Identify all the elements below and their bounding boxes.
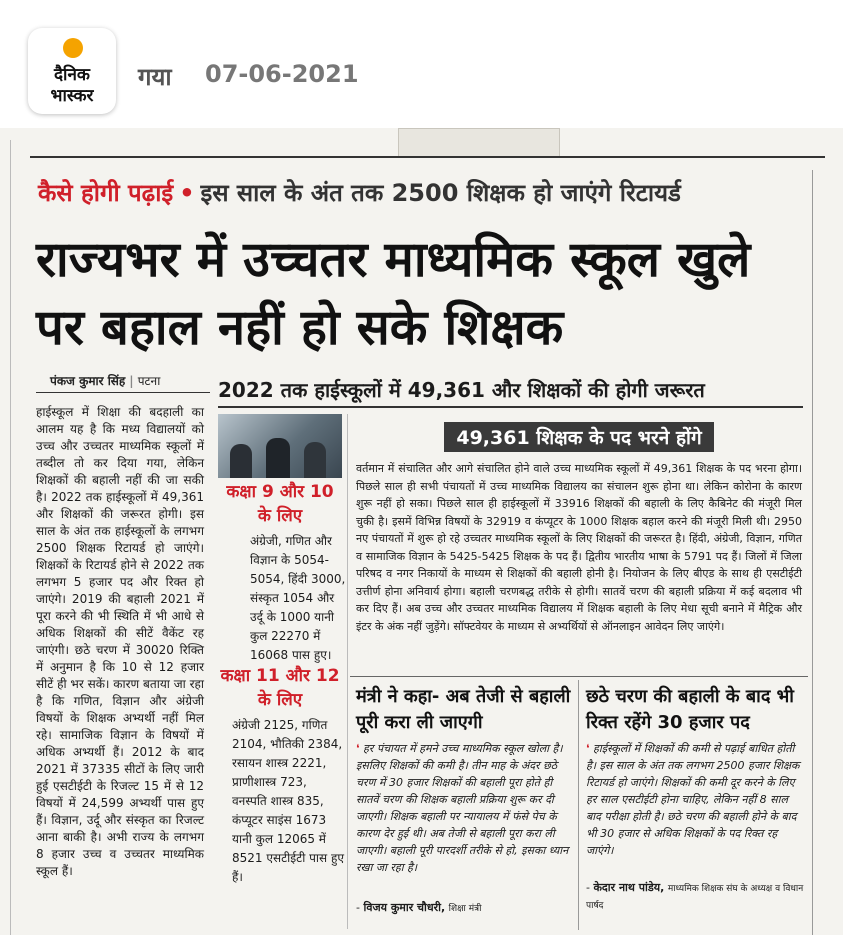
kicker-text: इस साल के अंत तक 2500 शिक्षक हो जाएंगे रिटायर्ड [200,179,681,207]
attribution-dash: - [586,881,590,894]
student-silhouette [230,444,252,478]
edition-city: गया [138,63,172,91]
clipped-top-strip [398,128,560,158]
column-one-text: हाईस्कूल में शिक्षा की बदहाली का आलम यह है कि मध्य विद्यालयों को उच्च और उच्चतर माध्यमिक स्कूलों में तब्दील तो कर दिया गया, लेकिन शिक्षकों की बहाली नहीं की जा सकी है। 2022 तक हाईस्कूलों में 49,361 और शिक्षकों की जरूरत होगी। इस साल के अंत तक हाईस्कूलों के लगभग 2500 शिक्षक रिटायर्ड हो जाएंगे। शिक्षकों के रिटायर्ड होने से 2022 तक लगभग 5 हजार पद और रिक्त हो जाएंगे। 2019 की बहाली 2021 में पूरा करने की भी स्थिति में भी आधे से अधिक शिक्षकों की सीटें वैकेंट रह जाएंगी। छठे चरण में 30020 रिक्ति में अनुमान है कि 10 से 12 हजार सीटें ही भर सकें। कारण बताया जा रहा है कि गणित, विज्ञान और अंग्रेजी विषयों के शिक्षक अभ्यर्थी नहीं मिल रहे। सामाजिक विज्ञान के विषयों में अधिक अभ्यर्थी हैं। 2012 के बाद 2021 में 37335 सीटों के लिए जारी हुई एसटीईटी के रिजल्ट 15 में से 12 विषयों में 24,599 अभ्यर्थी पास हुए हैं। विज्ञान, उर्दू और संस्कृत का रिजल्ट आना बाकी है। अभी राज्य के लगभग 8 हजार उच्च व उच्चतर माध्यमिक स्कूल हैं। [36,405,204,878]
quote-mark-icon: ❛ [586,742,590,755]
minister-quote-body: हर पंचायत में हमने उच्च माध्यमिक स्कूल खोला है। इसलिए शिक्षकों की कमी है। तीन माह के अंदर छठे चरण में 30 हजार शिक्षकों की बहाली पूरा होते ही सातवें चरण की शिक्षक बहाली प्रक्रिया शुरू कर दी जाएगी। शिक्षक बहाली पर न्यायालय में फंसे पेच के कारण देर हुई थी। अब तेजी से बहाली पूरा करा ली जाएगी। बहाली पूरी पारदर्शी तरीके से हो, इसका ध्यान रखा जा रहा है। [356,742,569,874]
sun-icon [63,38,83,58]
logo-line-2: भास्कर [50,86,94,106]
logo-line-1: दैनिक [54,65,90,85]
quotes-column-divider [578,680,579,930]
union-quote-heading: छठे चरण की बहाली के बाद भी रिक्त रहेंगे 30 हजार पद [586,686,794,733]
main-section-heading-wrap [350,422,808,452]
subheadline-divider [218,406,803,408]
union-quote-attribution [586,880,804,914]
union-leader-role: माध्यमिक शिक्षक संघ के अध्यक्ष व विधान पार्षद [586,884,804,911]
left-page-fragment [0,140,11,935]
sidebar-text-class-9-10: अंग्रेजी, गणित और विज्ञान के 5054-5054, हिंदी 3000, संस्कृत 1054 और उर्दू के 1000 यानी कुल 22270 में 16068 पास हुए। [250,534,346,662]
sidebar-divider [347,414,348,929]
quotes-divider [350,676,808,677]
student-silhouette [266,438,290,478]
byline-divider [36,392,210,393]
main-headline: राज्यभर में उच्चतर माध्यमिक स्कूल खुले पर बहाल नहीं हो सके शिक्षक [36,231,751,356]
union-quote-text [586,740,804,859]
union-leader-name: केदार नाथ पांडेय, [593,881,665,894]
dainik-bhaskar-logo[interactable] [28,28,116,114]
classroom-photo [218,414,342,478]
minister-quote-text [356,740,572,876]
union-quote-body: हाईस्कूलों में शिक्षकों की कमी से पढ़ाई बाधित होती है। इस साल के अंत तक लगभग 2500 हजार शिक्षक रिटायर्ड हो जाएंगे। शिक्षकों की कमी दूर करने के लिए हर साल एसटीईटी होना चाहिए, लेकिन नहीं 8 साल बाद परीक्षा होती है। छठे चरण की बहाली होने के बाद भी 30 हजार से अधिक शिक्षकों के पद रिक्त रह जाएंगे। [586,742,800,857]
sidebar-text-class-11-12: अंग्रेजी 2125, गणित 2104, भौतिकी 2384, रसायन शास्त्र 2221, प्राणीशास्त्र 723, वनस्पति शास्त्र 835, कंप्यूटर साइंस 1673 यानी कुल 12065 में 8521 एसटीईटी पास हुए हैं। [232,718,344,884]
subheadline: 2022 तक हाईस्कूलों में 49,361 और शिक्षकों की होगी जरूरत [218,378,705,402]
byline-place: पटना [137,374,161,388]
minister-name: विजय कुमार चौधरी, [363,901,446,914]
edition-date[interactable]: 07-06-2021 [205,60,359,88]
main-section-text: वर्तमान में संचालित और आगे संचालित होने वाले उच्च माध्यमिक स्कूलों में 49,361 शिक्षक के पद भरना होगा। पिछले साल ही सभी पंचायतों में उच्च माध्यमिक विद्यालय का संचालन शुरू होना था। लेकिन कोरोना के कारण शुरू नहीं हो सका। पिछले साल ही हाईस्कूलों में 33916 शिक्षकों की बहाली के लिए कैबिनेट की मंजूरी मिल चुकी है। इसमें विभिन्न विषयों के 32919 व कंप्यूटर के 1000 शिक्षक बहाल करने की मंजूरी मिली थी। 2950 नए पंचायतों में शुरू हो रहे उच्चतर माध्यमिक स्कूलों के लिए शिक्षकों की जरूरत है। हिंदी, अंग्रेजी, विज्ञान, गणित व सामाजिक विज्ञान के 5425-5425 शिक्षक के पद हैं। द्वितीय भारतीय भाषा के 5791 पद हैं। जिलों में जिला परिषद व नगर निकायों के माध्यम से शिक्षकों की बहाली होनी है। नियोजन के लिए बीएड के साथ ही एसटीईटी उत्तीर्ण होना अनिवार्य होगा। बहाली चरणबद्ध तरीके से होगी। सातवें चरण की बहाली प्रक्रिया में कई बदलाव भी कर दिए हैं। अब उच्च और उच्चतर माध्यमिक विद्यालय में शिक्षक बहाली के लिए मेधा सूची बनाने में मैट्रिक और इंटर के अंक नहीं जुड़ेंगे। सॉफ्टवेयर के माध्यम से अभ्यर्थियों से ऑनलाइन आवेदन लिए जाएंगे। [356,462,802,633]
byline-author: पंकज कुमार सिंह [50,374,126,388]
student-silhouette [304,442,326,478]
byline-separator: | [129,374,134,388]
sidebar-heading-class-11-12: कक्षा 11 और 12 के लिए [220,666,340,710]
minister-quote-attribution [356,900,572,915]
byline [50,372,160,389]
kicker-line [38,176,681,209]
minister-role: शिक्षा मंत्री [448,904,482,914]
quote-mark-icon: ❛ [356,742,360,755]
sidebar-heading-class-9-10: कक्षा 9 और 10 के लिए [226,482,334,526]
right-page-fragment [822,170,843,935]
app-header [0,0,843,128]
kicker-red: कैसे होगी पढ़ाई [38,179,174,207]
attribution-dash: - [356,901,360,914]
right-column-divider [812,170,813,935]
kicker-dot: • [179,179,195,207]
minister-quote-heading: मंत्री ने कहा- अब तेजी से बहाली पूरी करा ली जाएगी [356,686,571,733]
top-divider [30,156,825,158]
main-section-heading: 49,361 शिक्षक के पद भरने होंगे [444,422,713,452]
